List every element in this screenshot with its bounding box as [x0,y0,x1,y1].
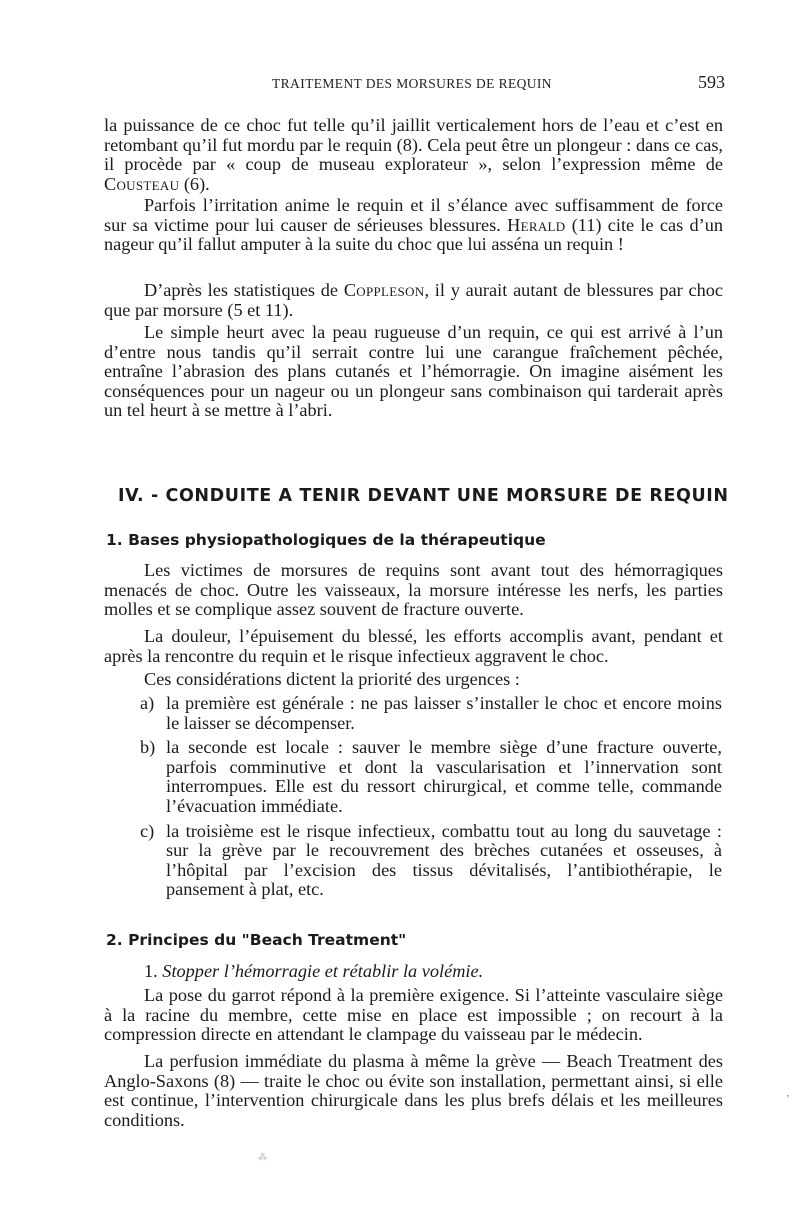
page-number: 593 [698,72,725,92]
paragraph-text: , il y aurait autant de blessures par choc que par morsure (5 et 11). [104,280,724,320]
paragraph-text: (6). [179,173,210,194]
paragraph-continuation-2 [104,196,723,255]
paragraph-bases-1: Les victimes de morsures de requins sont avant tout des hémorragiques menacés de choc. Outre les vaisseaux, la morsure intéresse les nerfs, les parties molles et se complique assez souvent de fracture ouverte. [104,560,723,620]
list-item-text: la première est générale : ne pas laisser s’installer le choc et encore moins le laisser se décompenser. [166,693,722,733]
paragraph-bases-3: Ces considérations dictent la priorité des urgences : [144,669,520,689]
point-number: 1. [144,961,158,981]
subsection-heading-2: 2. Principes du "Beach Treatment" [106,931,407,949]
scan-smudge: ⁂ [258,1152,267,1162]
point-title: Stopper l’hémorragie et rétablir la volémie. [162,961,484,981]
author-name-cousteau: Cousteau [104,173,180,194]
subsection-heading-1: 1. Bases physiopathologiques de la thérapeutique [106,531,546,549]
running-title: TRAITEMENT DES MORSURES DE REQUIN [272,76,552,91]
point-1-heading [144,962,724,982]
list-item-text: la troisième est le risque infectieux, combattu tout au long du sauvetage : sur la grève par le recouvrement des brèches cutanées et osseuses, à l’hôpital par l’excision des tissus dévitalisés, l’antibiothérapie, le pansement à plat, etc. [166,820,722,900]
paragraph-bases-2: La douleur, l’épuisement du blessé, les efforts accomplis avant, pendant et après la rencontre du requin et le risque infectieux aggravent le choc. [104,626,723,666]
list-item [140,694,722,733]
paragraph-text: la puissance de ce choc fut telle qu’il jaillit verticalement hors de l’eau et c’est en retombant qu’il fut mordu par le requin (8). Cela peut être un plongeur : dans ce cas, il procède par « coup de museau explorateur », selon l’expression même de [104,115,723,175]
list-item [140,738,722,816]
paragraph-text: (11) cite le cas d’un nageur qu’il fallut amputer à la suite du choc que lui asséna un requin ! [104,214,723,255]
paragraph-text: D’après les statistiques de [144,280,344,300]
scan-edge-mark: ʼ [786,1094,790,1105]
paragraph-beach-2: La perfusion immédiate du plasma à même la grève — Beach Treatment des Anglo-Saxons (8) — traite le choc ou évite son installation, permettant ainsi, si elle est continue, l’intervention chirurgicale dans les plus brefs délais et les meilleures conditions. [104,1051,723,1130]
list-marker: a) [140,693,155,713]
paragraph-beach-1: La pose du garrot répond à la première exigence. Si l’atteinte vasculaire siège à la racine du membre, cette mise en place est impossible ; on recourt à la compression directe en attendant le clampage du vaisseau par le médecin. [104,985,723,1045]
list-marker: b) [140,737,156,758]
list-item [140,822,722,900]
list-item-text: la seconde est locale : sauver le membre siège d’une fracture ouverte, parfois comminutive et dont la vascularisation et l’innervation sont interrompues. Elle est du ressort chirurgical, et comme telle, commande l’évacuation immédiate. [166,737,722,816]
paragraph-continuation-3 [104,281,723,320]
author-name-coppleson: Coppleson [343,280,425,300]
section-heading-iv: IV. - CONDUITE A TENIR DEVANT UNE MORSURE DE REQUIN [118,486,729,506]
author-name-herald: Herald [507,214,566,235]
paragraph-text: Parfois l’irritation anime le requin et il s’élance avec suffisamment de force sur sa victime pour lui causer de sérieuses blessures. [104,195,723,235]
paragraph-continuation-4: Le simple heurt avec la peau rugueuse d’un requin, ce qui est arrivé à l’un d’entre nous tandis qu’il serrait contre lui une carangue fraîchement pêchée, entraîne l’abrasion des plans cutanés et l’hémorragie. On imagine aisément les conséquences pour un nageur ou un plongeur sans combinaison qui tarderait après un tel heurt à se mettre à l’abri. [104,322,723,421]
list-marker: c) [140,820,155,841]
urgency-list [140,694,722,905]
paragraph-continuation-1 [104,116,723,194]
